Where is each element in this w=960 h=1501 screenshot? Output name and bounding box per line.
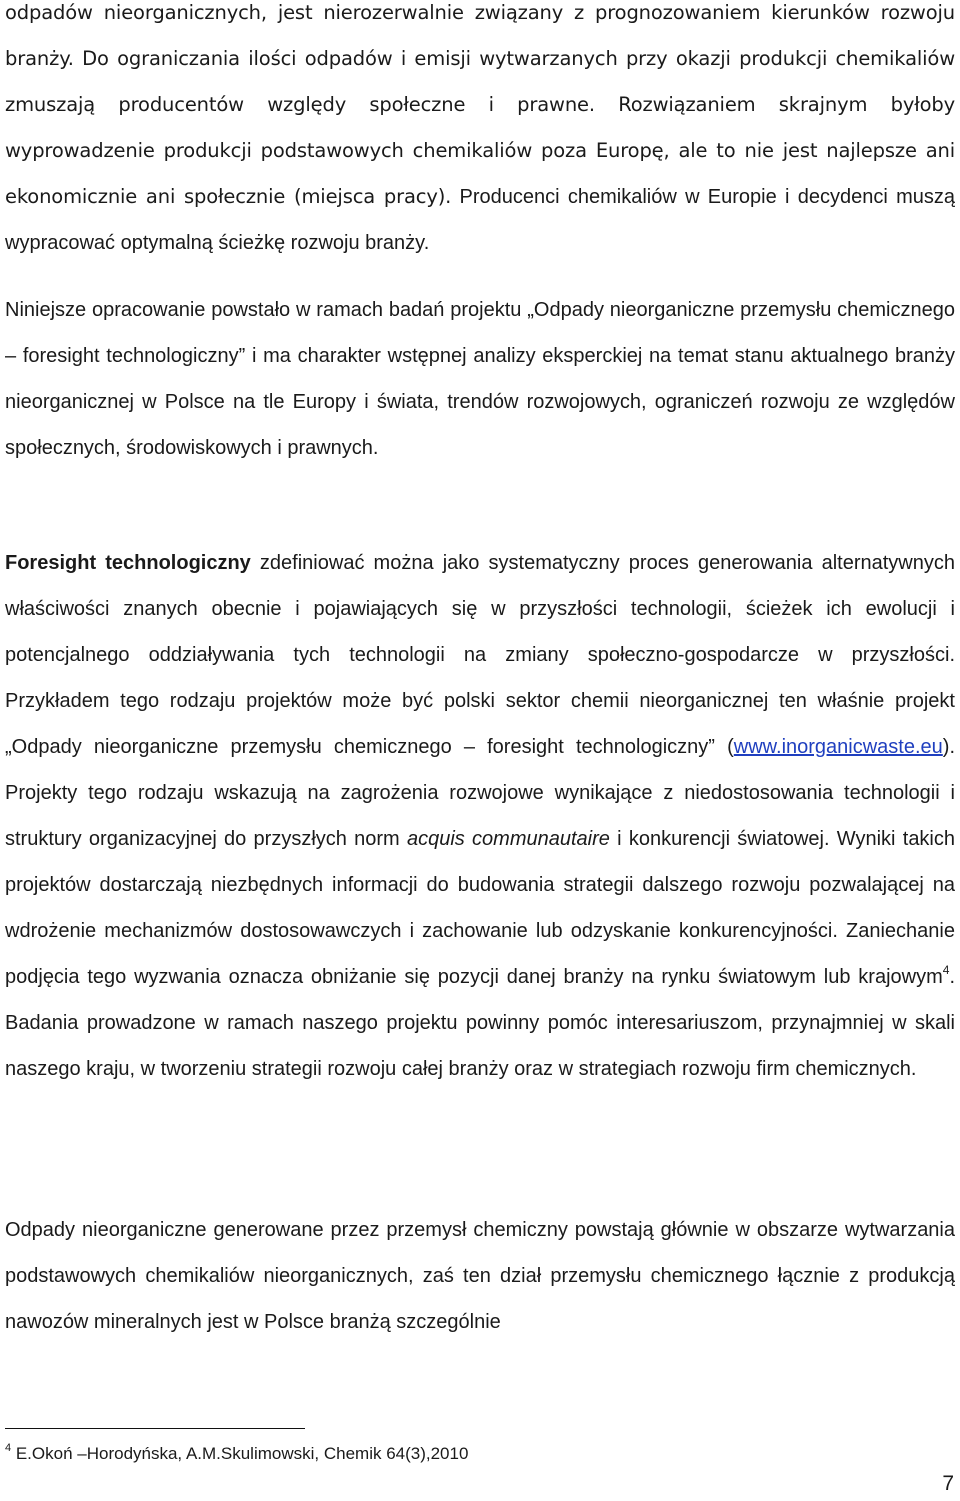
project-website-link[interactable]: www.inorganicwaste.eu (733, 736, 943, 758)
page-number: 7 (942, 1472, 954, 1495)
paragraph-intro-text: odpadów nieorganicznych, jest nierozerwalnie związany z prognozowaniem kierunków rozwoju branży. Do ograniczania ilości odpadów i emisji wytwarzanych przy okazji produkcji chemikaliów zmuszają producentów względy społeczne i prawne. Rozwiązaniem skrajnym byłoby wyprowadzenie produkcji podstawowych chemikaliów poza Europę, ale to nie jest najlepsze ani ekonomicznie ani społecznie (miejsca pracy). (5, 1, 955, 208)
paragraph-study-scope-text: Niniejsze opracowanie powstało w ramach badań projektu „Odpady nieorganiczne przemysłu chemicznego – foresight technologiczny” i ma charakter wstępnej analizy eksperckiej na temat stanu aktualnego branży nieorganicznej w Polsce na tle Europy i świata, trendów rozwojowych, ograniczeń rozwoju ze względów społecznych, środowiskowych i prawnych. (5, 299, 955, 459)
definition-text-a: zdefiniować można jako systematyczny proces generowania alternatywnych właściwości znanych obecnie i pojawiających się w przyszłości technologii, ścieżek ich ewolucji i potencjalnego oddziaływania tych technologii na zmiany społeczno-gospodarcze w przyszłości. Przykładem tego rodzaju projektów może być polski sektor chemii nieorganicznej ten właśnie projekt „Odpady nieorganiczne przemysłu chemicznego – foresight technologiczny” ( (5, 552, 955, 758)
paragraph-intro-tail: Producenci chemikaliów w Europie i decydenci muszą wypracować optymalną ścieżkę rozwoju branży. (5, 186, 955, 254)
paragraph-foresight-definition (5, 540, 955, 1092)
paragraph-intro (5, 0, 955, 266)
term-foresight-technologiczny: Foresight technologiczny (5, 552, 251, 574)
paragraph-inorganic-waste-text: Odpady nieorganiczne generowane przez przemysł chemiczny powstają głównie w obszarze wytwarzania podstawowych chemikaliów nieorganicznych, zaś ten dział przemysłu chemicznego łącznie z produkcją nawozów mineralnych jest w Polsce branżą szczególnie (5, 1219, 955, 1333)
footnote-text: E.Okoń –Horodyńska, A.M.Skulimowski, Chemik 64(3),2010 (11, 1444, 469, 1463)
footnote-separator (5, 1428, 305, 1429)
acquis-communautaire-term: acquis communautaire (406, 828, 610, 850)
definition-text-c: i konkurencji światowej. Wyniki takich projektów dostarczają niezbędnych informacji do budowania strategii dalszego rozwoju pozwalającej na wdrożenie mechanizmów dostosowawczych i zachowanie lub odzyskanie konkurencyjności. Zaniechanie podjęcia tego wyzwania oznacza obniżanie się pozycji danej branży na rynku światowym lub krajowym (5, 828, 956, 988)
footnote-number: 4 (5, 1442, 12, 1454)
definition-text-d: . Badania prowadzone w ramach naszego projektu powinny pomóc interesariuszom, przynajmniej w skali naszego kraju, w tworzeniu strategii rozwoju całej branży oraz w strategiach rozwoju firm chemicznych. (5, 966, 955, 1080)
footnote-reference[interactable]: 4 (942, 963, 950, 977)
paragraph-study-scope (5, 287, 955, 471)
footnote (5, 1438, 905, 1470)
paragraph-inorganic-waste (5, 1207, 955, 1345)
definition-text-b: ). Projekty tego rodzaju wskazują na zagrożenia rozwojowe wynikające z niedostosowania technologii i struktury organizacyjnej do przyszłych norm (5, 736, 955, 850)
